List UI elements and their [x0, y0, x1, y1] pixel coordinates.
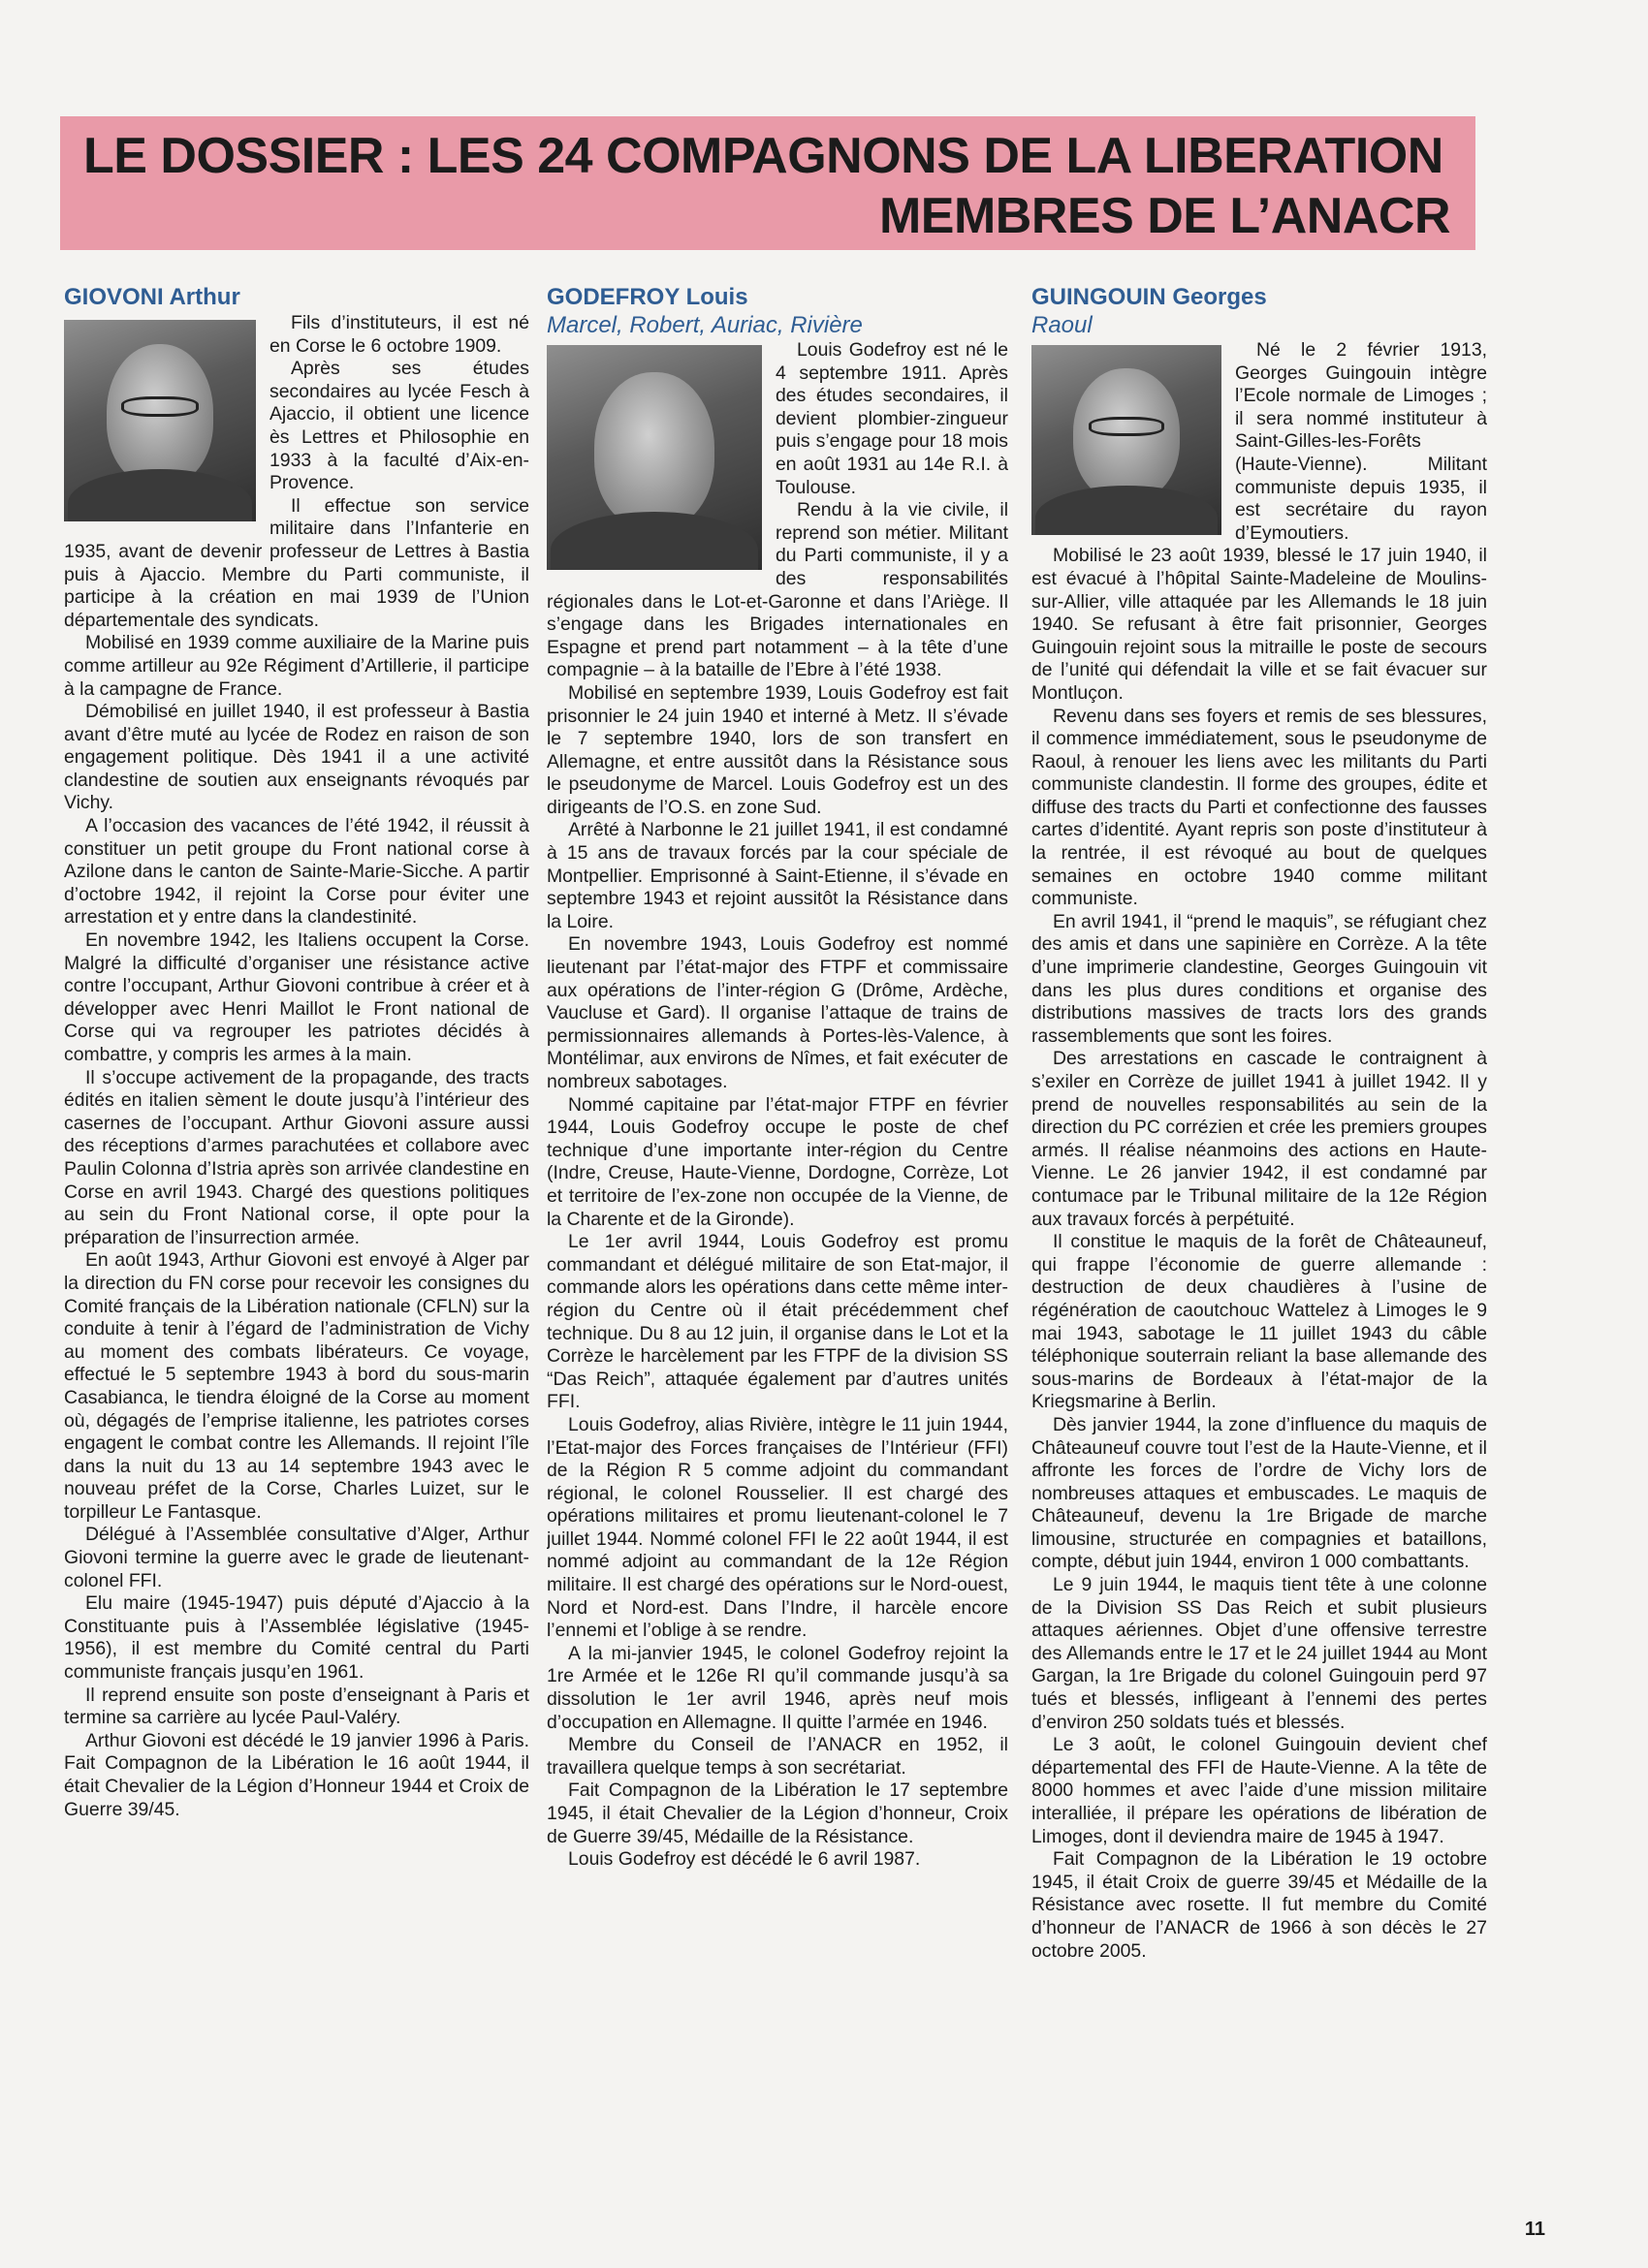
paragraph: En novembre 1942, les Italiens occupent la Corse. Malgré la difficulté d’organiser une résistance active contre l’occupant, Arthur Giovoni contribue à créer et à développer avec Henri Maillot le Front national de Corse qui va regrouper les patriotes décidés à combattre, y compris les armes à la main.	[64, 929, 529, 1065]
paragraph: Louis Godefroy est décédé le 6 avril 1987.	[568, 1848, 921, 1871]
person-name: GUINGOUIN Georges	[1031, 284, 1267, 310]
paragraph: Louis Godefroy, alias Rivière, intègre le 11 juin 1944, l’Etat-major des Forces françaises de l’Intérieur (FFI) de la Région R 5 comme adjoint du commandant régional, le colonel Rousselier. Il est chargé des opérations militaires et promu lieutenant-colonel le 7 juillet 1944. Nommé colonel FFI le 22 août 1944, il est nommé adjoint au commandant de la 12e Région militaire. Il est chargé des opérations sur le Nord-ouest, Nord et Nord-est. Dans l’Indre, il harcèle encore l’ennemi et l’oblige à se rendre.	[547, 1413, 1008, 1642]
paragraph: Rendu à la vie civile, il reprend son métier. Militant du Parti communiste, il y a des responsabilités régionales dans le Lot-et-Garonne et dans l’Ariège. Il s’engage dans les Brigades internationales en Espagne et prend part notamment – à la tête d’une compagnie – à la bataille de l’Ebre à l’été 1938.	[547, 499, 1008, 681]
paragraph: Des arrestations en cascade le contraignent à s’exiler en Corrèze de juillet 1941 à juillet 1942. Il y prend de nouvelles responsabilités au sein de la direction du PC corrézien et crée les premiers groupes armés. Il réalise néanmoins des actions en Haute-Vienne. Le 26 janvier 1942, il est condamné par contumace par le Tribunal militaire de la 12e Région aux travaux forcés à perpétuité.	[1031, 1048, 1487, 1230]
paragraph: Le 3 août, le colonel Guingouin devient chef départemental des FFI de Haute-Vienne. A la tête de 8000 hommes et avec l’aide d’une mission militaire interalliée, il prépare les opérations de libération de Limoges, dont il deviendra maire de 1945 à 1947.	[1031, 1734, 1487, 1847]
page-number: 11	[1524, 2219, 1545, 2240]
paragraph: Il constitue le maquis de la forêt de Châteauneuf, qui frappe l’économie de guerre allemande : destruction de deux chaudières à l’usine de régénération de caoutchouc Wattelez à Limoges le 9 mai 1943, sabotage le 11 juillet 1943 du câble téléphonique souterrain reliant la base allemande des sous-marins de Bordeaux à l’état-major de la Kriegsmarine à Berlin.	[1031, 1231, 1487, 1413]
person-alias: Raoul	[1031, 312, 1093, 338]
paragraph: Le 9 juin 1944, le maquis tient tête à une colonne de la Division SS Das Reich et subit plusieurs attaques aériennes. Objet d’une offensive terrestre des Allemands entre le 17 et le 24 juillet 1944 au Mont Gargan, la 1re Brigade du colonel Guingouin perd 97 tués et blessés, infligeant à l’ennemi des pertes d’environ 250 soldats tués et blessés.	[1031, 1574, 1487, 1733]
paragraph: Arthur Giovoni est décédé le 19 janvier 1996 à Paris. Fait Compagnon de la Libération le 16 août 1944, il était Chevalier de la Légion d’Honneur 1944 et Croix de Guerre 39/45.	[64, 1729, 529, 1820]
paragraph: Démobilisé en juillet 1940, il est professeur à Bastia avant d’être muté au lycée de Rodez en raison de son engagement politique. Dès 1941 il a une activité clandestine de soutien aux enseignants révoqués par Vichy.	[64, 701, 529, 814]
person-name: GIOVONI Arthur	[64, 284, 240, 310]
dossier-banner	[60, 116, 1475, 250]
paragraph: Arrêté à Narbonne le 21 juillet 1941, il est condamné à 15 ans de travaux forcés par la cour spéciale de Montpellier. Emprisonné à Saint-Etienne, il s’évade en septembre 1943 et rejoint aussitôt la Résistance dans la Loire.	[547, 819, 1008, 932]
paragraph: En avril 1941, il “prend le maquis”, se réfugiant chez des amis et dans une sapinière en Corrèze. A la tête d’une imprimerie clandestine, Georges Guingouin vit dans les plus dures conditions et organise des distributions massives de tracts lors des grands rassemblements que sont les foires.	[1031, 910, 1487, 1047]
person-alias: Marcel, Robert, Auriac, Rivière	[547, 312, 863, 338]
paragraph: Fait Compagnon de la Libération le 17 septembre 1945, il était Chevalier de la Légion d’honneur, Croix de Guerre 39/45, Médaille de la Résistance.	[547, 1780, 1008, 1847]
paragraph: Après ses études secondaires au lycée Fesch à Ajaccio, il obtient une licence ès Lettres et Philosophie en 1933 à la faculté d’Aix-en-Provence.	[269, 358, 529, 494]
paragraph: A l’occasion des vacances de l’été 1942, il réussit à constituer un petit groupe du Front national corse à Azilone dans le canton de Sainte-Marie-Sicche. A partir d’octobre 1942, il rejoint la Corse pour éviter une arrestation et y entre dans la clandestinité.	[64, 815, 529, 929]
column-guingouin	[1031, 283, 1487, 2192]
paragraph: Fils d’instituteurs, il est né en Corse le 6 octobre 1909.	[269, 312, 529, 357]
paragraph: Louis Godefroy est né le 4 septembre 1911. Après des études secondaires, il devient plombier-zingueur puis s’engage pour 18 mois en août 1931 au 14e R.I. à Toulouse.	[776, 339, 1008, 498]
banner-title-line1: LE DOSSIER : LES 24 COMPAGNONS DE LA LIBERATION	[83, 128, 1443, 184]
paragraph: Délégué à l’Assemblée consultative d’Alger, Arthur Giovoni termine la guerre avec le grade de lieutenant-colonel FFI.	[64, 1524, 529, 1591]
paragraph: Membre du Conseil de l’ANACR en 1952, il travaillera quelque temps à son secrétariat.	[547, 1734, 1008, 1779]
column-godefroy	[547, 283, 1008, 2192]
paragraph: Il s’occupe activement de la propagande, des tracts édités en italien sèment le doute jusqu’à l’intérieur des casernes de l’occupant. Arthur Giovoni assure aussi des réceptions d’armes parachutées et collabore avec Paulin Colonna d’Istria après son arrivée clandestine en Corse en avril 1943. Chargé des questions politiques au sein du Front National corse, il opte pour la préparation de l’insurrection armée.	[64, 1066, 529, 1248]
biography-text	[64, 312, 529, 1821]
paragraph: Revenu dans ses foyers et remis de ses blessures, il commence immédiatement, sous le pseudonyme de Raoul, à renouer les liens avec les militants du Parti communiste clandestin. Il forme des groupes, édite et diffuse des tracts du Parti et confectionne des fausses cartes d’identité. Ayant repris son poste d’instituteur à la rentrée, il est révoqué au bout de quelques semaines en octobre 1940 comme militant communiste.	[1031, 705, 1487, 910]
paragraph: Mobilisé en septembre 1939, Louis Godefroy est fait prisonnier le 24 juin 1940 et interné à Metz. Il s’évade le 7 septembre 1940, lors de son transfert en Allemagne, et entre aussitôt dans la Résistance sous le pseudonyme de Marcel. Louis Godefroy est un des dirigeants de l’O.S. en zone Sud.	[547, 681, 1008, 818]
portrait-photo-guingouin	[1031, 345, 1221, 535]
banner-title-line2: MEMBRES DE L’ANACR	[878, 188, 1450, 244]
paragraph: Il effectue son service militaire dans l’Infanterie en 1935, avant de devenir professeur de Lettres à Bastia puis à Ajaccio. Membre du Parti communiste, il participe à la création en mai 1939 de l’Union départementale des syndicats.	[64, 494, 529, 631]
paragraph: En novembre 1943, Louis Godefroy est nommé lieutenant par l’état-major des FTPF et commissaire aux opérations de l’inter-région G (Drôme, Ardèche, Vaucluse et Gard). Il organise l’attaque de trains de permissionnaires allemands à Portes-lès-Valence, à Montélimar, aux environs de Nîmes, et fait exécuter de nombreux sabotages.	[547, 933, 1008, 1092]
column-giovoni	[64, 283, 529, 2192]
portrait-photo-godefroy	[547, 345, 762, 570]
paragraph: En août 1943, Arthur Giovoni est envoyé à Alger par la direction du FN corse pour recevoir les consignes du Comité français de la Libération nationale (CFLN) sur la conduite à tenir à l’égard de l’administration de Vichy au moment des combats libérateurs. Ce voyage, effectué le 5 septembre 1943 à bord du sous-marin Casabianca, le tiendra éloigné de la Corse au moment où, dégagés de l’emprise italienne, les patriotes corses engagent le combat contre les Allemands. Il rejoint l’île dans la nuit du 13 au 14 septembre 1943 avec le nouveau préfet de la Corse, Charles Luizet, sur le torpilleur Le Fantasque.	[64, 1249, 529, 1523]
paragraph: Nommé capitaine par l’état-major FTPF en février 1944, Louis Godefroy occupe le poste de chef technique d’une importante inter-région du Centre (Indre, Creuse, Haute-Vienne, Dordogne, Corrèze, Lot et territoire de l’ex-zone non occupée de la Vienne, de la Charente et de la Gironde).	[547, 1093, 1008, 1230]
person-name: GODEFROY Louis	[547, 284, 748, 310]
paragraph: Dès janvier 1944, la zone d’influence du maquis de Châteauneuf couvre tout l’est de la Haute-Vienne, et il affronte les forces de l’ordre de Vichy lors de nombreuses attaques et embuscades. Le maquis de Châteauneuf, devenu la 1re Brigade de marche limousine, structurée en compagnies et bataillons, compte, début juin 1944, environ 1 000 combattants.	[1031, 1413, 1487, 1573]
paragraph: Il reprend ensuite son poste d’enseignant à Paris et termine sa carrière au lycée Paul-Valéry.	[64, 1684, 529, 1729]
portrait-photo-giovoni	[64, 320, 256, 521]
paragraph: A la mi-janvier 1945, le colonel Godefroy rejoint la 1re Armée et le 126e RI qu’il commande jusqu’à sa dissolution le 1er avril 1946, après neuf mois d’occupation en Allemagne. Il quitte l’armée en 1946.	[547, 1642, 1008, 1733]
paragraph: Le 1er avril 1944, Louis Godefroy est promu commandant et délégué militaire de son Etat-major, il commande alors les opérations dans cette même inter-région du Centre où il était précédemment chef technique. Du 8 au 12 juin, il organise dans le Lot et la Corrèze le harcèlement par les FTPF de la division SS “Das Reich”, attaquée également par d’autres unités FFI.	[547, 1231, 1008, 1413]
paragraph: Né le 2 février 1913, Georges Guingouin intègre l’Ecole normale de Limoges ; il sera nommé instituteur à Saint-Gilles-les-Forêts (Haute-Vienne). Militant communiste depuis 1935, il est secrétaire du rayon d’Eymoutiers.	[1235, 339, 1487, 544]
biography-text	[1031, 339, 1487, 1963]
paragraph: Fait Compagnon de la Libération le 19 octobre 1945, il était Croix de guerre 39/45 et Médaille de la Résistance avec rosette. Il fut membre du Comité d’honneur de l’ANACR de 1966 à son décès le 27 octobre 2005.	[1031, 1848, 1487, 1962]
paragraph: Elu maire (1945-1947) puis député d’Ajaccio à la Constituante puis à l’Assemblée législative (1945-1956), il est membre du Comité central du Parti communiste français jusqu’en 1961.	[64, 1592, 529, 1684]
paragraph: Mobilisé en 1939 comme auxiliaire de la Marine puis comme artilleur au 92e Régiment d’Artillerie, il participe à la campagne de France.	[64, 632, 529, 700]
paragraph: Mobilisé le 23 août 1939, blessé le 17 juin 1940, il est évacué à l’hôpital Sainte-Madeleine de Moulins-sur-Allier, ville attaquée par les Allemands le 18 juin 1940. Se refusant à être fait prisonnier, Georges Guingouin rejoint sous la mitraille le poste de secours de l’unité qui défendait la ville et se fait évacuer sur Montluçon.	[1031, 545, 1487, 704]
